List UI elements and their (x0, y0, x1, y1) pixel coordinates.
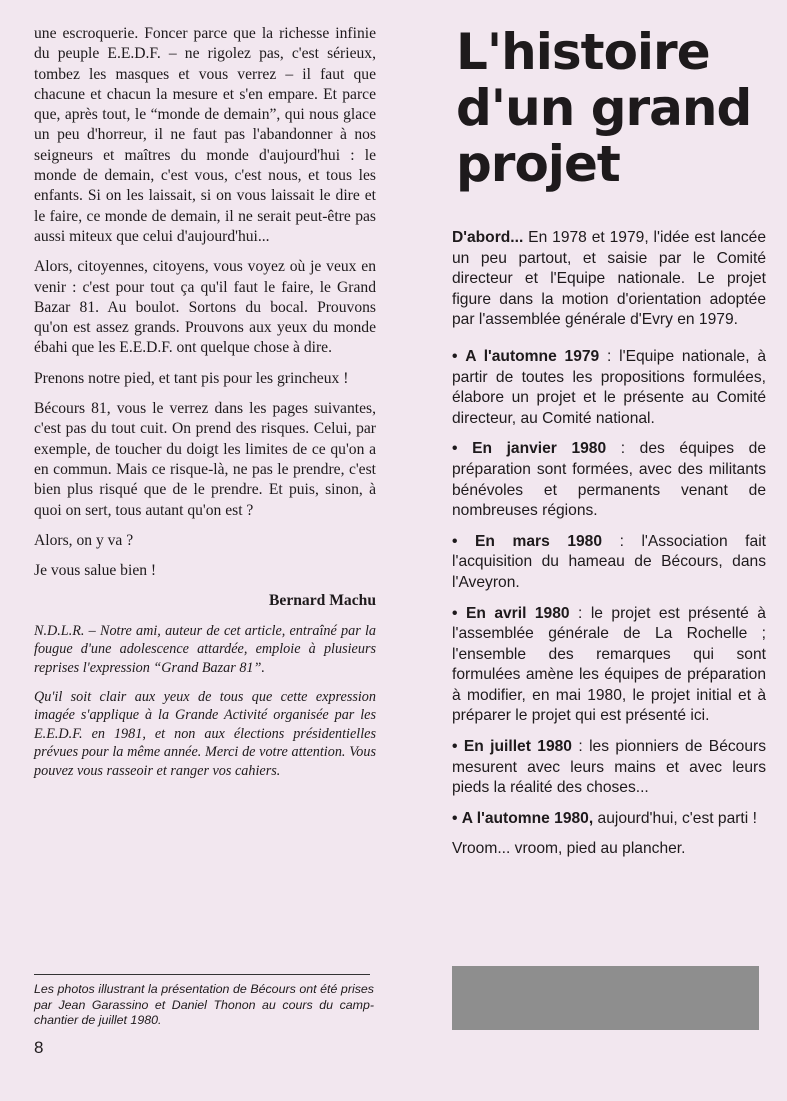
timeline-date: A l'automne 1980, (461, 809, 594, 827)
author-signature: Bernard Machu (269, 592, 376, 610)
bullet-icon: • (452, 604, 466, 622)
editor-note: N.D.L.R. – Notre ami, auteur de cet article, entraîné par la fougue d'une adolescence attardée, emploie à plusieurs reprises l'expression “Grand Bazar 81”. (34, 622, 376, 676)
timeline-date: En juillet 1980 (463, 738, 572, 756)
timeline-date: En janvier 1980 (472, 440, 607, 458)
bullet-icon: • (452, 738, 464, 756)
article-paragraph: Prenons notre pied, et tant pis pour les grincheux ! (34, 369, 349, 387)
timeline-item (452, 809, 766, 830)
bullet-icon: • (452, 440, 473, 458)
closing-line: Vroom... vroom, pied au plancher. (452, 840, 686, 858)
gray-photo-box (452, 966, 759, 1030)
photo-caption: Les photos illustrant la présentation de Bécours ont été prises par Jean Garassino et Daniel Thonon au cours du camp-chantier de juillet 1980. (34, 982, 374, 1028)
timeline-text: : l'Equipe nationale, à partir de toutes les propositions formulées, élabore un projet et le présente au Comité directeur, au Comité national. (452, 347, 766, 427)
timeline-date: A l'automne 1979 (465, 347, 600, 365)
timeline-date: En mars 1980 (475, 532, 603, 550)
page-number: 8 (34, 1038, 44, 1057)
timeline-text: : l'Association fait l'acquisition du hameau de Bécours, dans l'Aveyron. (452, 532, 766, 591)
timeline-item (452, 532, 766, 594)
editor-note: Qu'il soit clair aux yeux de tous que cette expression imagée s'applique à la Grande Activité organisée par les E.E.D.F. en 1981, et non aux élections présidentielles prévues pour la même année. Merci de votre attention. Vous pouvez vous rasseoir et ranger vos cahiers. (34, 688, 376, 779)
timeline-item (452, 439, 766, 521)
timeline-text: : des équipes de préparation sont formées, avec des militants bénévoles et permanents venant de nombreuses régions. (452, 440, 766, 520)
left-column (34, 24, 376, 790)
timeline-text: : le projet est présenté à l'assemblée générale de La Rochelle ; l'ensemble des remarques qui sont formulées amène les équipes de préparation à modifier, en mai 1980, le projet initial et à préparer le projet qui est présenté ici. (452, 604, 766, 725)
bullet-icon: • (452, 809, 462, 827)
timeline-text: aujourd'hui, c'est parti ! (593, 809, 757, 827)
article-paragraph: une escroquerie. Foncer parce que la richesse infinie du peuple E.E.D.F. – ne rigolez pas, c'est sérieux, tombez les masques et vous verrez – il faut que chacune et chacun la mesure et s'en empare. Et parce que, après tout, le “monde de demain”, qui nous glace un peu d'horreur, il ne faut pas l'abandonner à nos seigneurs et maîtres du monde d'aujourd'hui : le monde de demain, c'est vous, c'est nous, et tous les enfants. Si on les laissait, si on vous laissait le dire et le faire, ce monde de demain, il ne serait peut-être pas aussi miteux que celui d'aujourd'hui... (34, 25, 376, 245)
timeline-date: En avril 1980 (465, 604, 570, 622)
right-column (452, 24, 766, 870)
intro-lead: D'abord... (452, 229, 524, 246)
intro-text: En 1978 et 1979, l'idée est lancée un peu partout, et saisie par le Comité directeur et l'Equipe nationale. Le projet figure dans la motion d'orientation adoptée par l'assemblée générale d'Evry en 1979. (452, 229, 766, 329)
article-paragraph: Bécours 81, vous le verrez dans les pages suivantes, c'est pas du tout cuit. On prend des risques. Celui, par exemple, de toucher du doigt les limites de ce qu'on a en commun. Mais ce risque-là, ne pas le prendre, c'est bien plus risqué que de le prendre. Et puis, sinon, à quoi on sert, tous autant qu'on est ? (34, 400, 376, 519)
title-line: L'histoire (456, 23, 710, 81)
title-line: d'un grand (456, 79, 752, 137)
article-paragraph: Alors, citoyennes, citoyens, vous voyez où je veux en venir : c'est pour tout ça qu'il faut le faire, le Grand Bazar 81. Au boulot. Sortons du bocal. Prouvons qu'on est assez grands. Prouvons aux yeux du monde ébahi que les E.E.D.F. ont quelque chose à dire. (34, 258, 376, 357)
bullet-icon: • (452, 347, 466, 365)
title-line: projet (456, 135, 620, 193)
timeline-item (452, 347, 766, 429)
intro-paragraph (452, 228, 766, 331)
timeline-text: : les pionniers de Bécours mesurent avec leurs mains et avec leurs pieds la réalité des choses... (452, 738, 766, 797)
page-title (456, 24, 766, 192)
article-paragraph: Alors, on y va ? (34, 531, 134, 549)
caption-divider (34, 974, 370, 975)
timeline-item (452, 604, 766, 728)
bullet-icon: • (452, 532, 476, 550)
article-paragraph: Je vous salue bien ! (34, 562, 157, 580)
timeline-item (452, 737, 766, 799)
